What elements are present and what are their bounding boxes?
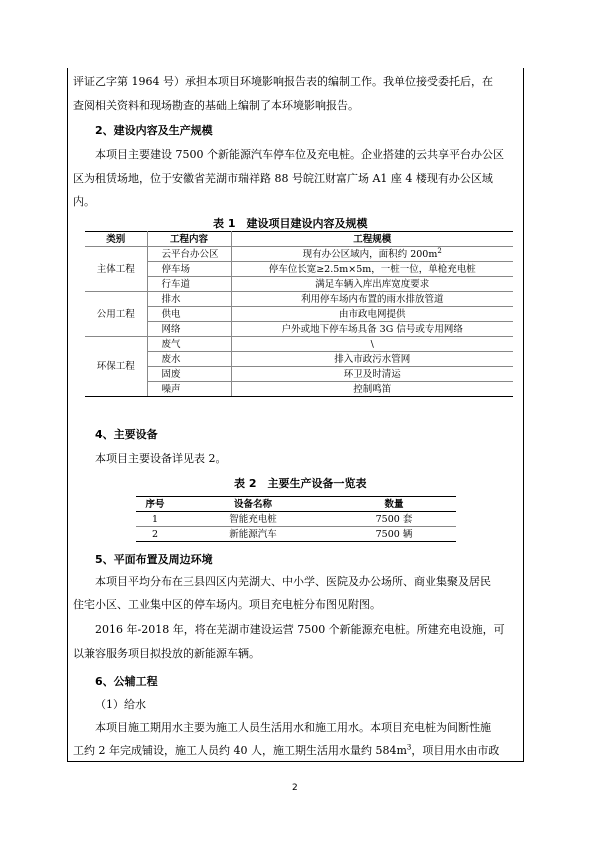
table-2-header-row	[136, 497, 456, 512]
table-1-scale: 控制鸣笛	[231, 382, 513, 397]
table-row	[85, 262, 513, 277]
table-1-scale: 环卫及时清运	[231, 367, 513, 382]
table-1-header-scale: 工程规模	[231, 232, 513, 247]
table-row	[136, 527, 456, 542]
section-4-heading: 4、主要设备	[95, 428, 158, 441]
table-row	[85, 382, 513, 397]
table-row	[85, 352, 513, 367]
table-row	[85, 247, 513, 262]
section-5-para-line-2: 住宅小区、工业集中区的停车场内。项目充电桩分布图见附图。	[73, 598, 381, 611]
table-2-header-no: 序号	[136, 497, 174, 512]
section-5-heading: 5、平面布置及周边环境	[95, 553, 213, 566]
table-2-name: 新能源汽车	[174, 527, 332, 542]
table-1-scale: 停车位长宽≥2.5m×5m，一桩一位，单枪充电桩	[231, 262, 513, 277]
table-2-qty: 7500 辆	[332, 527, 456, 542]
table-1-item: 供电	[147, 307, 231, 322]
table-1-item: 停车场	[147, 262, 231, 277]
table-1-item: 废气	[147, 337, 231, 352]
section-5-para-line-4: 以兼容服务项目拟投放的新能源车辆。	[73, 647, 260, 660]
table-1-item: 固废	[147, 367, 231, 382]
table-2-no: 2	[136, 527, 174, 542]
table-1-item: 噪声	[147, 382, 231, 397]
table-1-item: 排水	[147, 292, 231, 307]
section-6-para-line-2	[73, 744, 499, 758]
table-row	[136, 512, 456, 527]
section-2-heading: 2、建设内容及生产规模	[95, 124, 213, 137]
table-row	[85, 292, 513, 307]
table-1-scale: \	[231, 337, 513, 352]
table-1-item: 网络	[147, 322, 231, 337]
table-1-scale: 利用停车场内布置的雨水排放管道	[231, 292, 513, 307]
table-2-caption: 表 2 主要生产设备一览表	[234, 477, 367, 490]
intro-line-2: 查阅相关资料和现场勘查的基础上编制了本环境影响报告。	[73, 99, 359, 112]
table-1-item: 云平台办公区	[147, 247, 231, 262]
section-4-para: 本项目主要设备详见表 2。	[95, 452, 227, 465]
table-1-category: 公用工程	[85, 292, 147, 337]
table-1-scale-text: 现有办公区域内，面积约 200m	[302, 248, 438, 260]
table-row	[85, 307, 513, 322]
table-1	[85, 231, 513, 397]
table-1-item: 废水	[147, 352, 231, 367]
page-number: 2	[292, 783, 298, 793]
section-6-heading: 6、公辅工程	[95, 675, 158, 688]
table-1-scale: 排入市政污水管网	[231, 352, 513, 367]
table-1-scale-sup: 2	[437, 246, 442, 255]
section-6-subheading: （1）给水	[95, 698, 146, 711]
table-row	[85, 367, 513, 382]
table-2-header-qty: 数量	[332, 497, 456, 512]
table-2	[136, 496, 456, 542]
table-1-header-row	[85, 232, 513, 247]
section-5-para-line-1: 本项目平均分布在三县四区内芜湖大、中小学、医院及办公场所、商业集聚及居民	[95, 575, 491, 588]
section-2-para-line-2: 区为租赁场地，位于安徽省芜湖市瑞祥路 88 号皖江财富广场 A1 座 4 楼现有办公区域	[73, 172, 493, 185]
table-1-category: 主体工程	[85, 247, 147, 292]
table-1-scale: 户外或地下停车场具备 3G 信号或专用网络	[231, 322, 513, 337]
section-5-para-line-3: 2016 年-2018 年，将在芜湖市建设运营 7500 个新能源充电桩。所建充电设施，可	[95, 623, 505, 636]
section-6-para-line-1: 本项目施工期用水主要为施工人员生活用水和施工用水。本项目充电桩为间断性施	[95, 721, 491, 734]
table-row	[85, 337, 513, 352]
table-1-scale: 由市政电网提供	[231, 307, 513, 322]
table-1-header-item: 工程内容	[147, 232, 231, 247]
intro-line-1: 评证乙字第 1964 号）承担本项目环境影响报告表的编制工作。我单位接受委托后，在	[73, 75, 493, 88]
table-2-name: 智能充电桩	[174, 512, 332, 527]
table-2-qty: 7500 套	[332, 512, 456, 527]
table-2-header-name: 设备名称	[174, 497, 332, 512]
table-1-scale: 满足车辆入库出库宽度要求	[231, 277, 513, 292]
section-2-para-line-3: 内。	[73, 195, 95, 208]
table-1-category: 环保工程	[85, 337, 147, 397]
table-row	[85, 277, 513, 292]
table-1-header-category: 类别	[85, 232, 147, 247]
section-6-para-line-2-text: 工约 2 年完成铺设，施工人员约 40 人，施工期生活用水量约 584m	[73, 744, 407, 757]
section-6-para-line-2-end: ，项目用水由市政	[411, 744, 500, 757]
table-1-scale	[231, 247, 513, 262]
section-6-para-line-2-sup: 3	[406, 743, 412, 752]
table-2-no: 1	[136, 512, 174, 527]
table-1-item: 行车道	[147, 277, 231, 292]
table-1-caption: 表 1 建设项目建设内容及规模	[213, 217, 368, 230]
section-2-para-line-1: 本项目主要建设 7500 个新能源汽车停车位及充电桩。企业搭建的云共享平台办公区	[95, 148, 504, 161]
table-row	[85, 322, 513, 337]
